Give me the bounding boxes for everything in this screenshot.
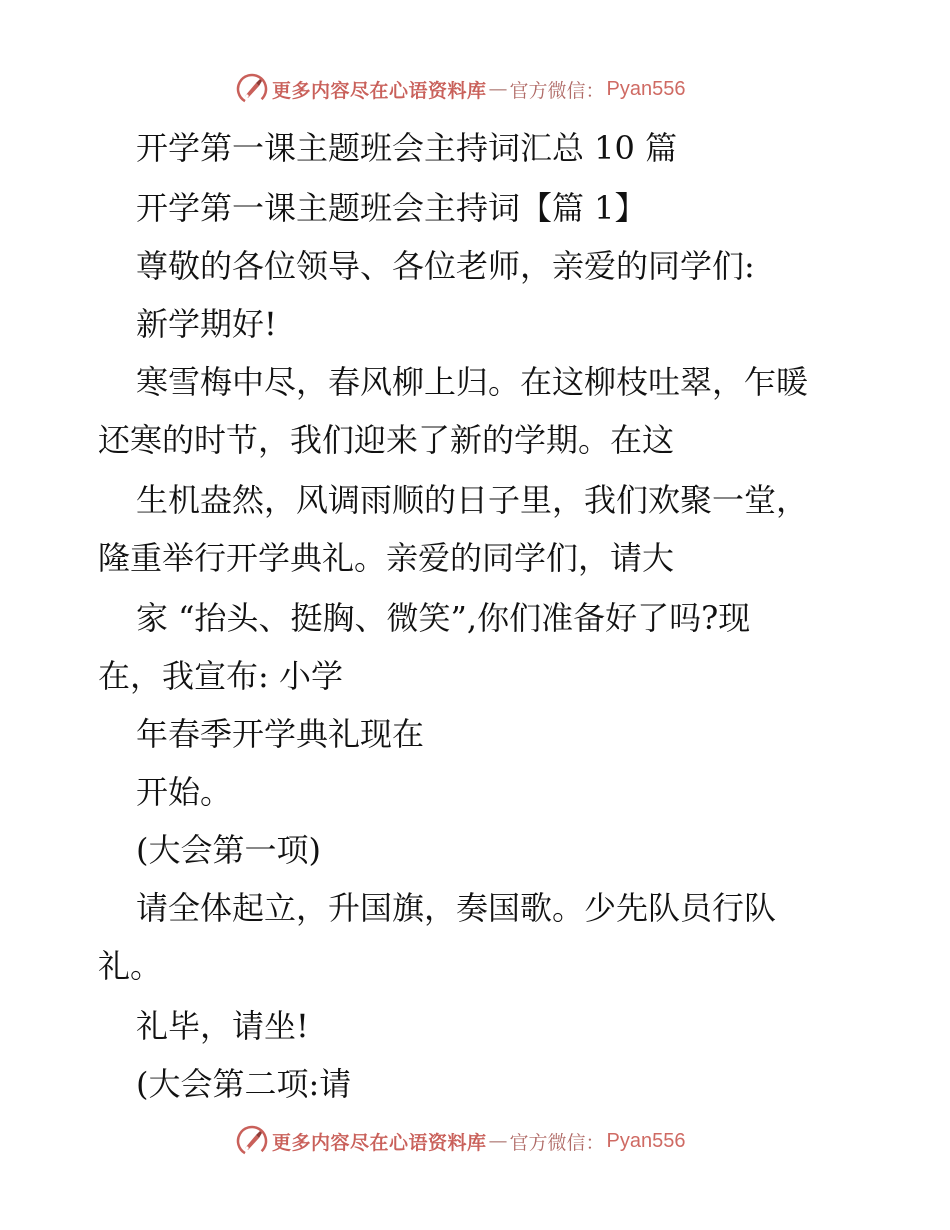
paragraph-line: 开始。 <box>136 773 233 811</box>
paragraph-line: 新学期好! <box>136 305 277 343</box>
paragraph-line: 请全体起立，升国旗，奏国歌。少先队员行队 <box>136 889 777 927</box>
paragraph-line: 还寒的时节，我们迎来了新的学期。在这 <box>98 421 675 459</box>
footer-banner <box>236 1124 716 1158</box>
banner-wechat-id: Pyan556 <box>606 1129 686 1152</box>
banner-dash: — <box>488 1130 508 1152</box>
paragraph-line: 尊敬的各位领导、各位老师，亲爱的同学们: <box>136 247 755 285</box>
pen-nib-logo-icon <box>236 1125 268 1157</box>
banner-text: 更多内容尽在心语资料库 <box>272 1131 487 1154</box>
banner-text: 更多内容尽在心语资料库 <box>272 79 487 102</box>
paragraph-line: 礼毕，请坐! <box>136 1007 309 1045</box>
paragraph-line: 家 “抬头、挺胸、微笑”,你们准备好了吗?现 <box>136 599 751 637</box>
paragraph-line: 生机盎然，风调雨顺的日子里，我们欢聚一堂， <box>136 481 809 519</box>
paragraph-line: (大会第二项:请 <box>136 1065 352 1103</box>
paragraph-line: 年春季开学典礼现在 <box>136 715 425 753</box>
banner-wechat-label: 官方微信： <box>509 79 605 102</box>
banner-wechat-label: 官方微信： <box>509 1131 605 1154</box>
paragraph-line: (大会第一项) <box>136 831 321 869</box>
paragraph-line: 寒雪梅中尽，春风柳上归。在这柳枝吐翠，乍暖 <box>136 363 809 401</box>
paragraph-line: 隆重举行开学典礼。亲爱的同学们，请大 <box>98 539 675 577</box>
paragraph-line: 在，我宣布: 小学 <box>98 657 343 695</box>
paragraph-line: 礼。 <box>98 947 163 985</box>
section-heading: 开学第一课主题班会主持词【篇 1】 <box>136 189 647 227</box>
banner-wechat-id: Pyan556 <box>606 77 686 100</box>
header-banner <box>236 72 716 106</box>
pen-nib-logo-icon <box>236 73 268 105</box>
banner-dash: — <box>488 78 508 100</box>
document-title: 开学第一课主题班会主持词汇总 10 篇 <box>136 129 678 167</box>
